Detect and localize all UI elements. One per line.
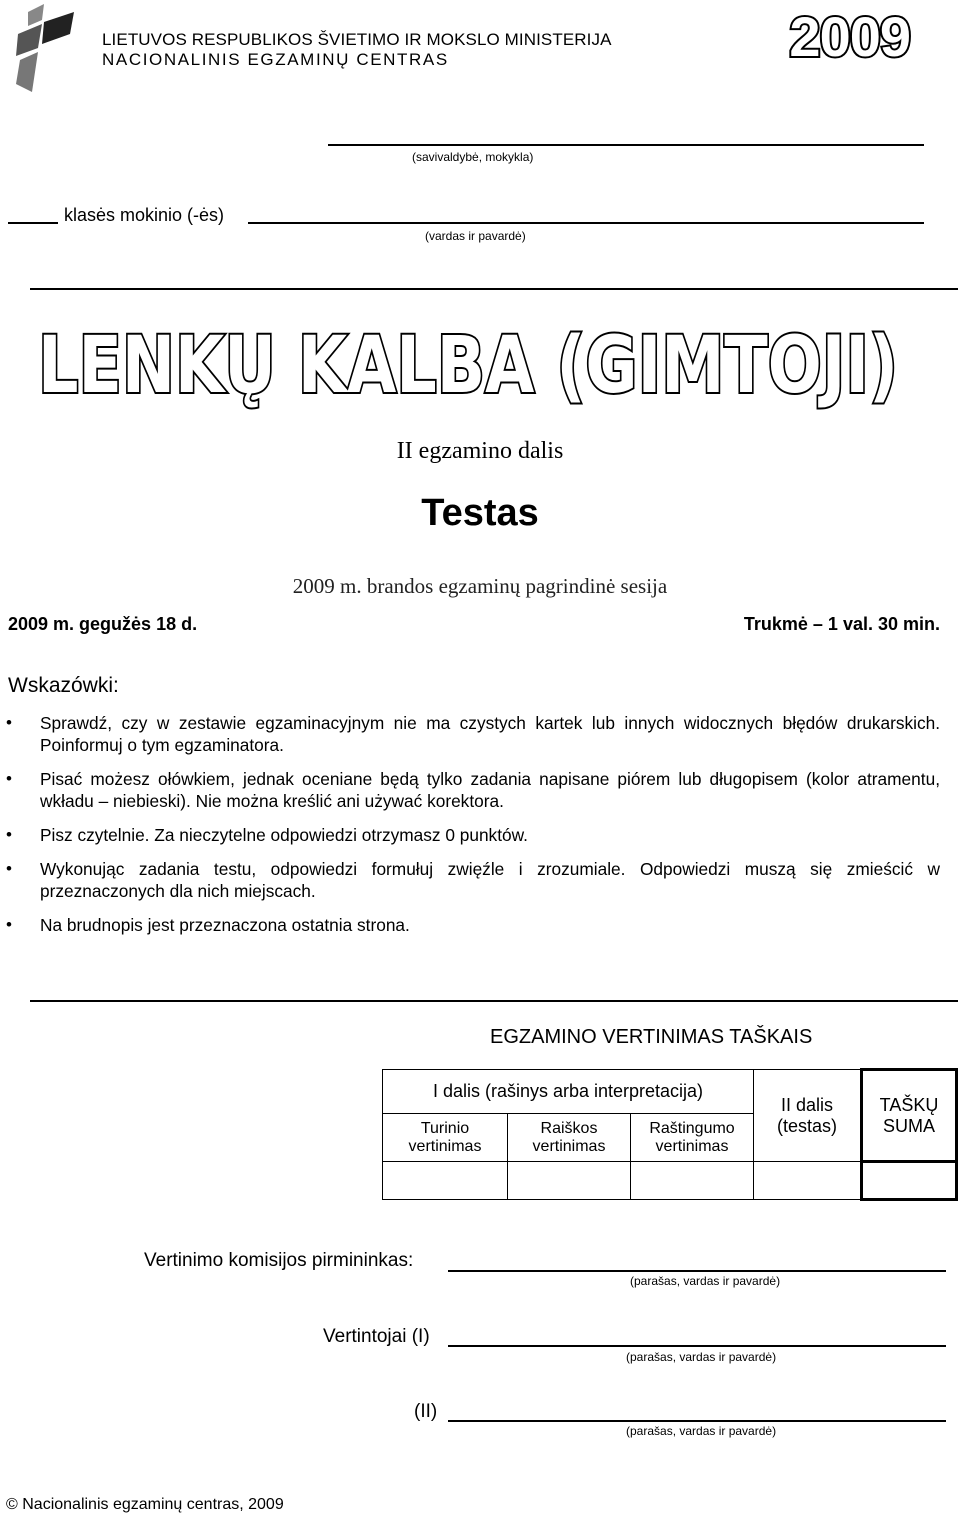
- class-label: klasės mokinio (-ės): [64, 205, 225, 225]
- exam-part: II egzamino dalis: [396, 438, 564, 464]
- total-header: TAŠKŲ SUMA: [862, 1070, 957, 1162]
- evaluator2-label: (II): [414, 1401, 438, 1422]
- exam-duration: Trukmė – 1 val. 30 min.: [743, 614, 940, 634]
- nec-logo: [14, 4, 76, 92]
- evaluator1-label: Vertintojai (I): [323, 1326, 430, 1347]
- instructions-title: Wskazówki:: [8, 674, 119, 697]
- exam-type: Testas: [421, 492, 539, 534]
- ministry-line2: NACIONALINIS EGZAMINŲ CENTRAS: [102, 50, 449, 69]
- exam-year: 2009: [789, 5, 910, 68]
- ministry-line1: LIETUVOS RESPUBLIKOS ŠVIETIMO IR MOKSLO MINISTERIJA: [102, 30, 612, 49]
- instruction-item: • Pisz czytelnie. Za nieczytelne odpowiedzi otrzymasz 0 punktów.: [0, 824, 940, 846]
- exam-session: 2009 m. brandos egzaminų pagrindinė sesija: [292, 574, 668, 598]
- evaluator2-signature-line[interactable]: [448, 1420, 946, 1422]
- student-name-line: [248, 222, 924, 224]
- scores-title: EGZAMINO VERTINIMAS TAŠKAIS: [490, 1026, 813, 1048]
- content-score-cell[interactable]: [383, 1162, 508, 1200]
- content-score-header: Turinio vertinimas: [383, 1114, 508, 1162]
- part2-score-cell[interactable]: [754, 1162, 862, 1200]
- evaluator1-signature-line[interactable]: [448, 1345, 946, 1347]
- header-divider: [30, 288, 958, 290]
- svg-text:LENKŲ KALBA (GIMTOJI): LENKŲ KALBA (GIMTOJI): [38, 321, 898, 411]
- chair-signature-caption: (parašas, vardas ir pavardė): [630, 1274, 781, 1288]
- literacy-score-header: Raštingumo vertinimas: [631, 1114, 754, 1162]
- part1-header: I dalis (rašinys arba interpretacija): [383, 1070, 754, 1114]
- style-score-header: Raiškos vertinimas: [508, 1114, 631, 1162]
- score-table: [382, 1068, 958, 1201]
- total-score-cell[interactable]: [862, 1162, 957, 1200]
- instruction-item: • Pisać możesz ołówkiem, jednak oceniane będą tylko zadania napisane piórem lub długopisem (kolor atramentu, wkładu – niebieski). Nie można kreślić ani używać korektora.: [0, 768, 940, 812]
- subject-title: [38, 318, 918, 418]
- evaluator2-signature-caption: (parašas, vardas ir pavardė): [626, 1424, 777, 1438]
- part2-header: II dalis (testas): [754, 1070, 862, 1162]
- style-score-cell[interactable]: [508, 1162, 631, 1200]
- evaluator1-signature-caption: (parašas, vardas ir pavardė): [626, 1350, 777, 1364]
- municipality-line: [328, 144, 924, 146]
- instructions-list: [0, 712, 940, 948]
- chair-label: Vertinimo komisijos pirmininkas:: [144, 1250, 414, 1271]
- instruction-item: • Na brudnopis jest przeznaczona ostatnia strona.: [0, 914, 940, 936]
- class-number-line: [8, 222, 58, 224]
- instruction-item: • Sprawdź, czy w zestawie egzaminacyjnym nie ma czystych kartek lub innych widocznych błędów drukarskich. Poinformuj o tym egzaminatora.: [0, 712, 940, 756]
- municipality-caption: (savivaldybė, mokykla): [412, 150, 534, 164]
- section-divider: [30, 1000, 958, 1002]
- chair-signature-line[interactable]: [448, 1270, 946, 1272]
- instruction-item: • Wykonując zadania testu, odpowiedzi formułuj zwięźle i zrozumiale. Odpowiedzi muszą się zmieścić w przeznaczonych dla nich miejscach.: [0, 858, 940, 902]
- name-caption: (vardas ir pavardė): [425, 229, 526, 243]
- literacy-score-cell[interactable]: [631, 1162, 754, 1200]
- ministry-heading: [102, 30, 612, 70]
- exam-date: 2009 m. gegužės 18 d.: [8, 614, 198, 634]
- copyright-notice: © Nacionalinis egzaminų centras, 2009: [6, 1496, 284, 1513]
